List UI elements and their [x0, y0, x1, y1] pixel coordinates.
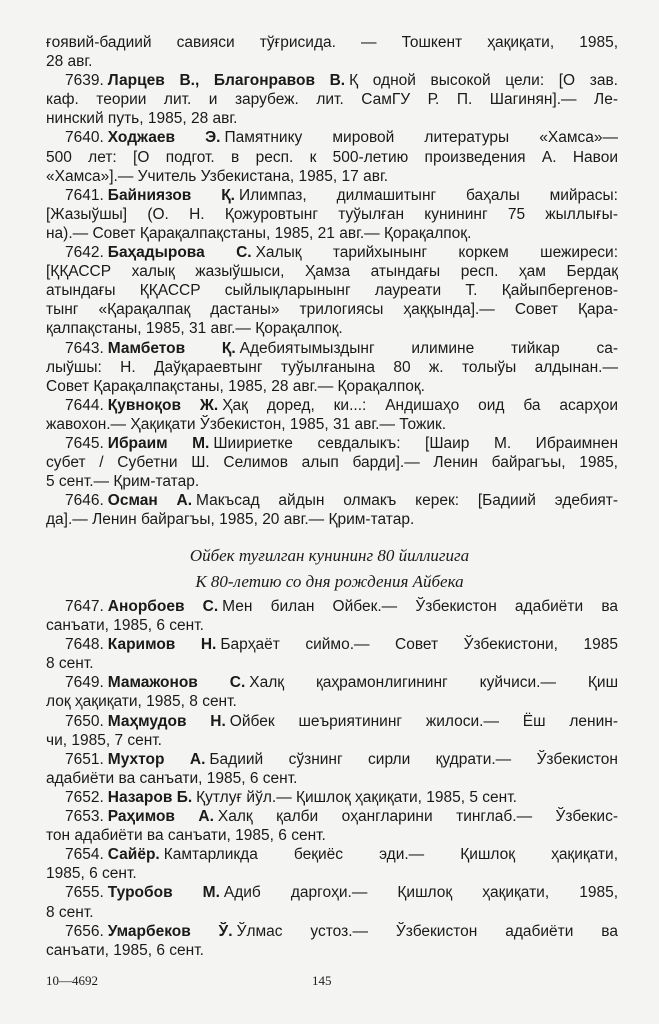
entry-line: да].— Ленин байрагъы, 1985, 20 авг.— Қрим-татар. [46, 511, 415, 529]
entry-line [46, 712, 618, 731]
continuation-line: 28 авг. [46, 53, 93, 71]
entry-line: 1985, 6 сент. [46, 865, 137, 883]
entries-section-2 [46, 597, 618, 960]
entry-line [46, 243, 618, 262]
entry-text: Қ одной высокой цели: [О зав. [349, 72, 618, 90]
entry-line: жавохон.— Ҳақиқати Ўзбекистон, 1985, 31 авг.— Тожик. [46, 415, 447, 433]
entry-author: Анорбоев С. [107, 598, 219, 615]
bibliography-entry [46, 71, 618, 128]
entry-number: 7645. [65, 434, 104, 452]
entry-number: 7650. [65, 712, 104, 730]
entry-line: чи, 1985, 7 сент. [46, 731, 162, 749]
bibliography-entry [46, 339, 618, 396]
entry-line [46, 807, 618, 826]
entry-author: Мамбетов Қ. [107, 339, 236, 357]
bibliography-entry [46, 597, 618, 635]
entry-number: 7655. [65, 884, 104, 902]
entry-author: Мамажонов С. [107, 674, 246, 692]
entry-line: субет / Субетни Ш. Селимов алып барди].— Ленин байрагъы, 1985, [46, 454, 618, 472]
entry-number: 7656. [65, 922, 104, 940]
entry-line [46, 491, 618, 510]
entry-text: Адебиятымыздынг илимине тийкар са- [239, 339, 618, 357]
entry-line: каф. теории лит. и зарубеж. лит. СамГУ Р. П. Шагинян].— Ле- [46, 91, 618, 109]
entry-number: 7646. [65, 492, 104, 510]
entry-text: Ойбек шеъриятининг жилоси.— Ёш ленин- [229, 712, 618, 730]
bibliography-entry [46, 491, 618, 529]
entry-line: лыўшы: Н. Даўқараевтынг туўылғанына 80 ж. толыўы алдынан.— [46, 358, 618, 376]
entry-line: атындағы ҚҚАССР сыйлықларынынг лауреати Т. Қайыпбергенов- [46, 282, 618, 300]
entry-number: 7640. [65, 129, 104, 147]
entry-author: Каримов Н. [107, 636, 217, 654]
entry-text: Камтарликда беқиёс эди.— Қишлоқ ҳақиқати, [163, 846, 618, 864]
bibliography-entry [46, 243, 618, 338]
bibliography-entry [46, 434, 618, 491]
entry-author: Ларцев В., Благонравов В. [107, 72, 346, 90]
entry-line [46, 186, 618, 205]
entry-line: 500 лет: [О подгот. в респ. к 500-летию произведения А. Навои [46, 148, 618, 166]
bibliography-entry [46, 883, 618, 921]
entry-text: Қутлуғ йўл.— Қишлоқ ҳақиқати, 1985, 5 сент. [196, 788, 517, 806]
section-heading-russian: К 80-летию со дня рождения Айбека [195, 572, 464, 591]
entry-number: 7639. [65, 72, 104, 90]
entry-number: 7647. [65, 598, 104, 615]
entry-text: Халық тарийхынынг коркем шежиреси: [255, 244, 618, 262]
entry-line: «Хамса»].— Учитель Узбекистана, 1985, 17 авг. [46, 167, 389, 185]
entry-line: [Жазыўшы] (О. Н. Қожуровтынг туўылған кунининг 75 жыллығы- [46, 205, 618, 223]
printer-signature: 10—4692 [46, 973, 98, 988]
bibliography-entry [46, 750, 618, 788]
entry-author: Байниязов Қ. [107, 186, 235, 204]
entry-line [46, 750, 618, 769]
entry-line [46, 635, 618, 654]
entry-author: Туробов М. [107, 884, 220, 902]
section-heading-uzbek: Ойбек туғилган кунининг 80 йиллигига [189, 546, 470, 565]
entry-line [46, 788, 618, 807]
entry-text: Барҳаёт сиймо.— Совет Ўзбекистони, 1985 [220, 636, 618, 654]
entry-line: Совет Қарақалпақстаны, 1985, 28 авг.— Қорақалпоқ. [46, 377, 425, 395]
entry-line [46, 339, 618, 358]
entry-text: Адиб даргоҳи.— Қишлоқ ҳақиқати, 1985, [223, 884, 618, 902]
entry-author: Осман А. [107, 492, 193, 510]
entry-line [46, 845, 618, 864]
entry-author: Мухтор А. [107, 750, 206, 768]
entry-text: Илимпаз, дилмашитынг баҳалы мийрасы: [238, 186, 618, 204]
entry-line: [ҚҚАССР халық жазыўшыси, Ҳамза атындағы респ. ҳам Бердақ [46, 263, 618, 281]
entry-line: қалпақстаны, 1985, 31 авг.— Қорақалпоқ. [46, 320, 343, 338]
entry-author: Ходжаев Э. [107, 129, 221, 147]
entry-author: Раҳимов А. [107, 808, 214, 826]
entry-line: санъати, 1985, 6 сент. [46, 941, 204, 959]
bibliography-entry [46, 635, 618, 673]
entry-line: тынг «Қарақалпақ дастаны» трилогиясы ҳаққында].— Совет Қара- [46, 301, 618, 319]
entry-line [46, 673, 618, 692]
entry-line: на).— Совет Қарақалпақстаны, 1985, 21 авг.— Қорақалпоқ. [46, 224, 472, 242]
entry-author: Маҳмудов Н. [107, 712, 226, 730]
entry-text: Ҳақ доред, ки...: Андишаҳо оид ба асарҳои [222, 396, 618, 414]
bibliography-entry [46, 712, 618, 750]
entry-line [46, 71, 618, 90]
page-number: 145 [312, 973, 332, 988]
entry-text: Бадиий сўзнинг сирли қудрати.— Ўзбекистон [209, 750, 618, 768]
entry-line: лоқ ҳақиқати, 1985, 8 сент. [46, 693, 237, 711]
entry-text: Мен билан Ойбек.— Ўзбекистон адабиёти ва [222, 598, 618, 615]
entries-section-1 [46, 33, 618, 529]
entry-line: адабиёти ва санъати, 1985, 6 сент. [46, 769, 298, 787]
bibliography-entry [46, 922, 618, 960]
entry-line [46, 396, 618, 415]
entry-number: 7641. [65, 186, 104, 204]
entry-author: Назаров Б. [107, 788, 193, 806]
bibliography-entry [46, 845, 618, 883]
entry-number: 7654. [65, 846, 104, 864]
entry-author: Қувноқов Ж. [107, 396, 219, 414]
entry-number: 7651. [65, 750, 104, 768]
bibliography-entry [46, 788, 618, 807]
entry-number: 7649. [65, 674, 104, 692]
entry-line [46, 597, 618, 616]
entry-number: 7642. [65, 244, 104, 262]
entry-number: 7643. [65, 339, 104, 357]
entry-line: санъати, 1985, 6 сент. [46, 617, 204, 635]
entry-author: Баҳадырова С. [107, 244, 252, 262]
entry-number: 7644. [65, 396, 104, 414]
entry-number: 7653. [65, 808, 104, 826]
entry-line: тон адабиёти ва санъати, 1985, 6 сент. [46, 827, 326, 845]
entry-line [46, 128, 618, 147]
bibliography-entry [46, 186, 618, 243]
entry-text: Халқ қалби оҳангларини тинглаб.— Ўзбекис- [217, 808, 618, 826]
entry-author: Ибраим М. [107, 434, 210, 452]
entry-line [46, 883, 618, 902]
entry-line: 8 сент. [46, 903, 94, 921]
entry-line [46, 434, 618, 453]
entry-author: Умарбеков Ў. [107, 922, 233, 940]
continuation-line: ғоявий-бадиий савияси тўғрисида. — Тошкент ҳақиқати, 1985, [46, 34, 618, 51]
entry-text: Ўлмас устоз.— Ўзбекистон адабиёти ва [236, 922, 618, 940]
entry-line: 8 сент. [46, 655, 94, 673]
entry-number: 7648. [65, 636, 104, 654]
entry-number: 7652. [65, 788, 104, 806]
entry-text: Макъсад айдын олмакъ керек: [Бадиий эдебият- [196, 492, 618, 510]
bibliography-entry [46, 807, 618, 845]
entry-author: Сайёр. [107, 846, 160, 864]
bibliography-entry [46, 396, 618, 434]
entry-text: Халқ қаҳрамонлигининг куйчиси.— Қиш [249, 674, 618, 692]
entry-text: Памятнику мировой литературы «Хамса»— [224, 129, 618, 147]
bibliography-entry [46, 673, 618, 711]
entry-line: 5 сент.— Қрим-татар. [46, 473, 200, 491]
entry-line [46, 922, 618, 941]
entry-line: нинский путь, 1985, 28 авг. [46, 110, 238, 128]
bibliography-entry [46, 128, 618, 185]
entry-text: Шиириетке севдалыкъ: [Шаир М. Ибраимнен [213, 434, 618, 452]
